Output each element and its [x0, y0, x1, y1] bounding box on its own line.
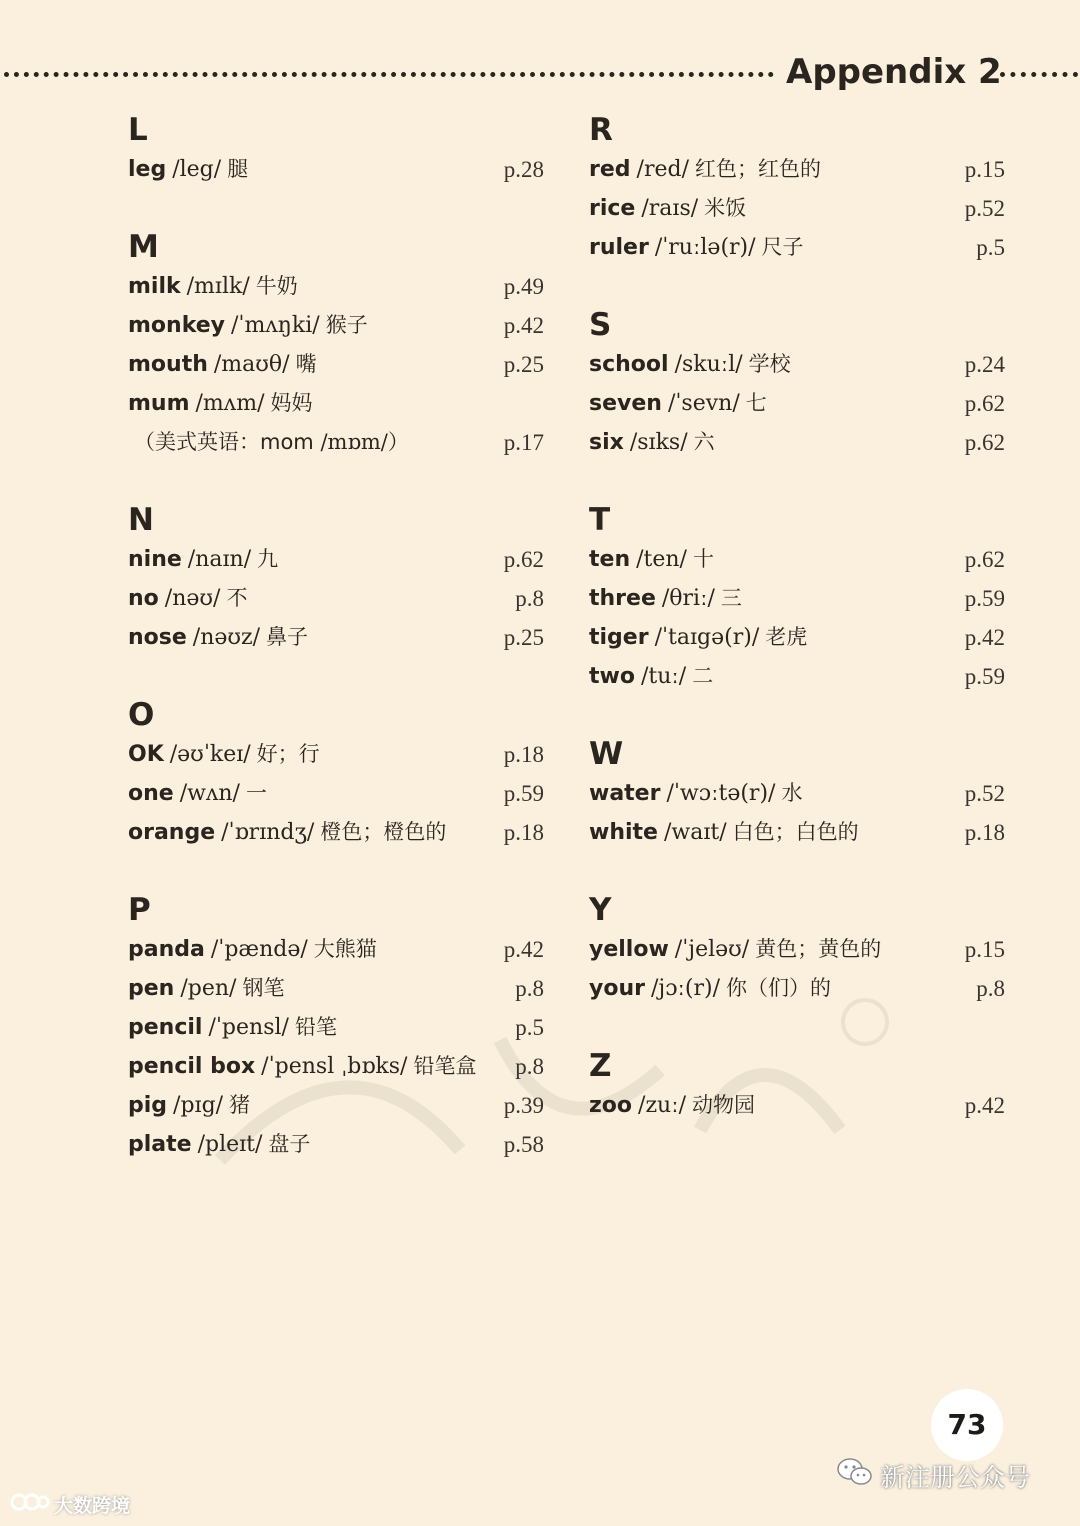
- entry-chinese: 二: [692, 664, 714, 688]
- entry-chinese: 不: [226, 586, 248, 610]
- corner-watermark: [10, 1490, 130, 1522]
- glossary-entry: [128, 618, 548, 657]
- section-letter: S: [589, 307, 612, 343]
- entry-word: yellow: [589, 937, 669, 962]
- entry-word: white: [589, 820, 658, 845]
- entry-word: ten: [589, 547, 631, 572]
- entry-word: nine: [128, 547, 182, 572]
- entry-chinese: 尺子: [761, 235, 804, 259]
- entry-chinese: 三: [720, 586, 742, 610]
- entry-word: water: [589, 781, 661, 806]
- glossary-entry: [128, 579, 548, 618]
- entry-page-ref: p.62: [964, 391, 1005, 416]
- entry-page-ref: p.17: [503, 430, 544, 455]
- entry-page-ref: p.42: [503, 937, 544, 962]
- entry-phonetic: /nəʊz/: [192, 625, 261, 650]
- entry-chinese: 腿: [227, 157, 249, 181]
- entry-chinese: 九: [257, 547, 279, 571]
- corner-watermark-text: 大数跨境: [54, 1495, 131, 1517]
- glossary-entry: [589, 540, 1009, 579]
- entry-page-ref: p.5: [976, 235, 1005, 260]
- glossary-section-z: [589, 1046, 1009, 1125]
- entry-word: nose: [128, 625, 187, 650]
- entry-word: mum: [128, 391, 190, 416]
- section-letter: N: [128, 502, 154, 538]
- note-phonetic: /mɒm/: [320, 430, 388, 454]
- glossary-entry: [128, 930, 548, 969]
- entry-phonetic: /ˈmʌŋki/: [231, 313, 320, 338]
- glossary-entry: [589, 150, 1009, 189]
- entry-chinese: 大熊猫: [313, 937, 377, 961]
- entry-phonetic: /ˈɒrɪndʒ/: [221, 820, 315, 845]
- entry-word: six: [589, 430, 624, 455]
- glossary-entry: [128, 969, 548, 1008]
- glossary-section-w: [589, 734, 1009, 852]
- entry-phonetic: /ˈsevn/: [667, 391, 740, 416]
- entry-phonetic: /naɪn/: [187, 547, 252, 572]
- entry-phonetic: /skuːl/: [674, 352, 743, 377]
- entry-chinese: 七: [745, 391, 767, 415]
- entry-page-ref: p.25: [503, 352, 544, 377]
- entry-page-ref: p.5: [515, 1015, 544, 1040]
- note-suffix: ）: [387, 430, 409, 454]
- entry-page-ref: p.25: [503, 625, 544, 650]
- glossary-entry: [589, 423, 1009, 462]
- note-word: mom: [260, 430, 314, 454]
- entry-chinese: 铅笔盒: [413, 1054, 477, 1078]
- page-number: 73: [931, 1389, 1003, 1461]
- entry-word: orange: [128, 820, 216, 845]
- entry-word: three: [589, 586, 656, 611]
- glossary-section-m: [128, 227, 548, 462]
- appendix-title: Appendix 2: [786, 52, 1002, 92]
- glossary-entry: [128, 150, 548, 189]
- entry-page-ref: p.62: [503, 547, 544, 572]
- entry-page-ref: p.59: [964, 586, 1005, 611]
- entry-phonetic: /jɔː(r)/: [650, 976, 721, 1001]
- entry-phonetic: /ˈjeləʊ/: [674, 937, 750, 962]
- entry-word: school: [589, 352, 669, 377]
- entry-page-ref: p.15: [964, 937, 1005, 962]
- entry-phonetic: /tuː/: [640, 664, 687, 689]
- entry-page-ref: p.49: [503, 274, 544, 299]
- entry-page-ref: p.8: [976, 976, 1005, 1001]
- glossary-entry: [589, 1086, 1009, 1125]
- wechat-watermark-text: 新注册公众号: [880, 1463, 1031, 1492]
- glossary-section-s: [589, 305, 1009, 462]
- leader-dots-right: [1000, 72, 1078, 77]
- entry-chinese: 鼻子: [266, 625, 309, 649]
- glossary-section-p: [128, 890, 548, 1164]
- glossary-entry: [128, 267, 548, 306]
- entry-word: ruler: [589, 235, 649, 260]
- wechat-watermark: [836, 1456, 1030, 1500]
- entry-chinese: 一: [245, 781, 267, 805]
- entry-word: red: [589, 157, 631, 182]
- entry-page-ref: p.52: [964, 781, 1005, 806]
- glossary-entry: [128, 813, 548, 852]
- entry-word: monkey: [128, 313, 226, 338]
- entry-word: seven: [589, 391, 662, 416]
- entry-phonetic: /ˈtaɪgə(r)/: [654, 625, 760, 650]
- glossary-section-r: [589, 110, 1009, 267]
- entry-page-ref: p.39: [503, 1093, 544, 1118]
- entry-chinese: 十: [692, 547, 714, 571]
- section-letter: Y: [589, 892, 612, 928]
- entry-chinese: 橙色；橙色的: [320, 820, 447, 844]
- entry-phonetic: /zuː/: [638, 1093, 687, 1118]
- glossary-entry: [128, 345, 548, 384]
- entry-phonetic: /pleɪt/: [197, 1132, 263, 1157]
- section-letter: L: [128, 112, 148, 148]
- entry-word: OK: [128, 742, 164, 767]
- entry-note: [128, 430, 409, 454]
- section-letter: O: [128, 697, 155, 733]
- glossary-entry: [128, 1125, 548, 1164]
- glossary-entry: [128, 774, 548, 813]
- entry-word: plate: [128, 1132, 192, 1157]
- entry-phonetic: /ˈwɔːtə(r)/: [666, 781, 776, 806]
- entry-phonetic: /ˈpændə/: [210, 937, 308, 962]
- entry-page-ref: p.59: [503, 781, 544, 806]
- entry-phonetic: /raɪs/: [641, 196, 699, 221]
- page-header: [0, 50, 1080, 94]
- entry-word: tiger: [589, 625, 649, 650]
- entry-chinese: 猴子: [325, 313, 368, 337]
- glossary-entry: [128, 384, 548, 423]
- entry-phonetic: /mʌm/: [195, 391, 265, 416]
- entry-word: pen: [128, 976, 175, 1001]
- glossary-entry: [589, 774, 1009, 813]
- glossary-section-l: [128, 110, 548, 189]
- entry-word: zoo: [589, 1093, 633, 1118]
- glossary-entry: [589, 930, 1009, 969]
- glossary-entry: [128, 735, 548, 774]
- entry-page-ref: p.18: [503, 742, 544, 767]
- entry-page-ref: p.42: [964, 1093, 1005, 1118]
- glossary-entry: [589, 345, 1009, 384]
- entry-phonetic: /ten/: [636, 547, 687, 572]
- glossary-entry: [589, 969, 1009, 1008]
- entry-phonetic: /sɪks/: [629, 430, 688, 455]
- entry-word: panda: [128, 937, 205, 962]
- glossary-entry: [589, 657, 1009, 696]
- brand-logo-icon: [10, 1491, 50, 1523]
- entry-word: no: [128, 586, 159, 611]
- entry-page-ref: p.8: [515, 976, 544, 1001]
- entry-word: milk: [128, 274, 181, 299]
- entry-phonetic: /ˈpensl ˌbɒks/: [261, 1054, 408, 1079]
- entry-page-ref: p.62: [964, 547, 1005, 572]
- entry-chinese: 钢笔: [242, 976, 285, 1000]
- entry-word: rice: [589, 196, 636, 221]
- section-letter: R: [589, 112, 613, 148]
- leader-dots-left: [4, 72, 774, 77]
- entry-page-ref: p.8: [515, 586, 544, 611]
- entry-chinese: 牛奶: [255, 274, 298, 298]
- entry-phonetic: /θriː/: [661, 586, 715, 611]
- glossary-entry: [128, 1047, 548, 1086]
- entry-page-ref: p.42: [503, 313, 544, 338]
- entry-phonetic: /mɪlk/: [186, 274, 250, 299]
- glossary-entry: [589, 189, 1009, 228]
- entry-chinese: 盘子: [268, 1132, 311, 1156]
- glossary-entry: [589, 813, 1009, 852]
- entry-word: pencil: [128, 1015, 203, 1040]
- glossary-section-t: [589, 500, 1009, 696]
- wechat-icon: [836, 1457, 874, 1501]
- entry-chinese: 动物园: [692, 1093, 756, 1117]
- section-letter: T: [589, 502, 611, 538]
- entry-phonetic: /maʊθ/: [213, 352, 290, 377]
- entry-page-ref: p.18: [503, 820, 544, 845]
- entry-chinese: 水: [781, 781, 803, 805]
- entry-phonetic: /pen/: [180, 976, 237, 1001]
- entry-chinese: 米饭: [704, 196, 747, 220]
- entry-page-ref: p.42: [964, 625, 1005, 650]
- glossary-entry: [128, 540, 548, 579]
- section-letter: W: [589, 736, 624, 772]
- glossary-entry: [128, 423, 548, 462]
- entry-phonetic: /ˈruːlə(r)/: [654, 235, 756, 260]
- glossary-section-o: [128, 695, 548, 852]
- entry-chinese: 铅笔: [294, 1015, 337, 1039]
- glossary-section-y: [589, 890, 1009, 1008]
- section-letter: Z: [589, 1048, 612, 1084]
- entry-phonetic: /əʊˈkeɪ/: [169, 742, 251, 767]
- glossary-entry: [589, 618, 1009, 657]
- entry-word: one: [128, 781, 174, 806]
- entry-chinese: 妈妈: [270, 391, 313, 415]
- entry-chinese: 老虎: [765, 625, 808, 649]
- entry-page-ref: p.58: [503, 1132, 544, 1157]
- entry-page-ref: p.8: [515, 1054, 544, 1079]
- entry-phonetic: /ˈpensl/: [208, 1015, 289, 1040]
- entry-chinese: 白色；白色的: [732, 820, 859, 844]
- entry-page-ref: p.15: [964, 157, 1005, 182]
- glossary-section-n: [128, 500, 548, 657]
- entry-chinese: 黄色；黄色的: [755, 937, 882, 961]
- entry-word: pencil box: [128, 1054, 256, 1079]
- glossary-entry: [589, 228, 1009, 267]
- entry-word: mouth: [128, 352, 208, 377]
- entry-phonetic: /waɪt/: [663, 820, 727, 845]
- entry-word: pig: [128, 1093, 168, 1118]
- entry-chinese: 六: [693, 430, 715, 454]
- entry-page-ref: p.24: [964, 352, 1005, 377]
- entry-page-ref: p.59: [964, 664, 1005, 689]
- entry-chinese: 猪: [229, 1093, 251, 1117]
- glossary-column-right: [589, 110, 1009, 1125]
- section-letter: M: [128, 229, 159, 265]
- glossary-entry: [589, 579, 1009, 618]
- entry-phonetic: /wʌn/: [179, 781, 240, 806]
- entry-page-ref: p.52: [964, 196, 1005, 221]
- entry-chinese: 你（们）的: [726, 976, 832, 1000]
- entry-chinese: 嘴: [295, 352, 317, 376]
- glossary-entry: [128, 1086, 548, 1125]
- section-letter: P: [128, 892, 151, 928]
- entry-phonetic: /pɪg/: [173, 1093, 224, 1118]
- entry-page-ref: p.18: [964, 820, 1005, 845]
- note-prefix: （美式英语：: [134, 430, 260, 454]
- entry-phonetic: /nəʊ/: [164, 586, 221, 611]
- entry-phonetic: /red/: [636, 157, 689, 182]
- entry-word: your: [589, 976, 645, 1001]
- entry-word: leg: [128, 157, 167, 182]
- glossary-entry: [128, 306, 548, 345]
- entry-phonetic: /leg/: [172, 157, 222, 182]
- entry-page-ref: p.28: [503, 157, 544, 182]
- entry-chinese: 学校: [748, 352, 791, 376]
- entry-chinese: 好；行: [256, 742, 320, 766]
- entry-page-ref: p.62: [964, 430, 1005, 455]
- entry-word: two: [589, 664, 635, 689]
- glossary-entry: [589, 384, 1009, 423]
- glossary-column-left: [128, 110, 548, 1164]
- entry-chinese: 红色；红色的: [694, 157, 821, 181]
- glossary-entry: [128, 1008, 548, 1047]
